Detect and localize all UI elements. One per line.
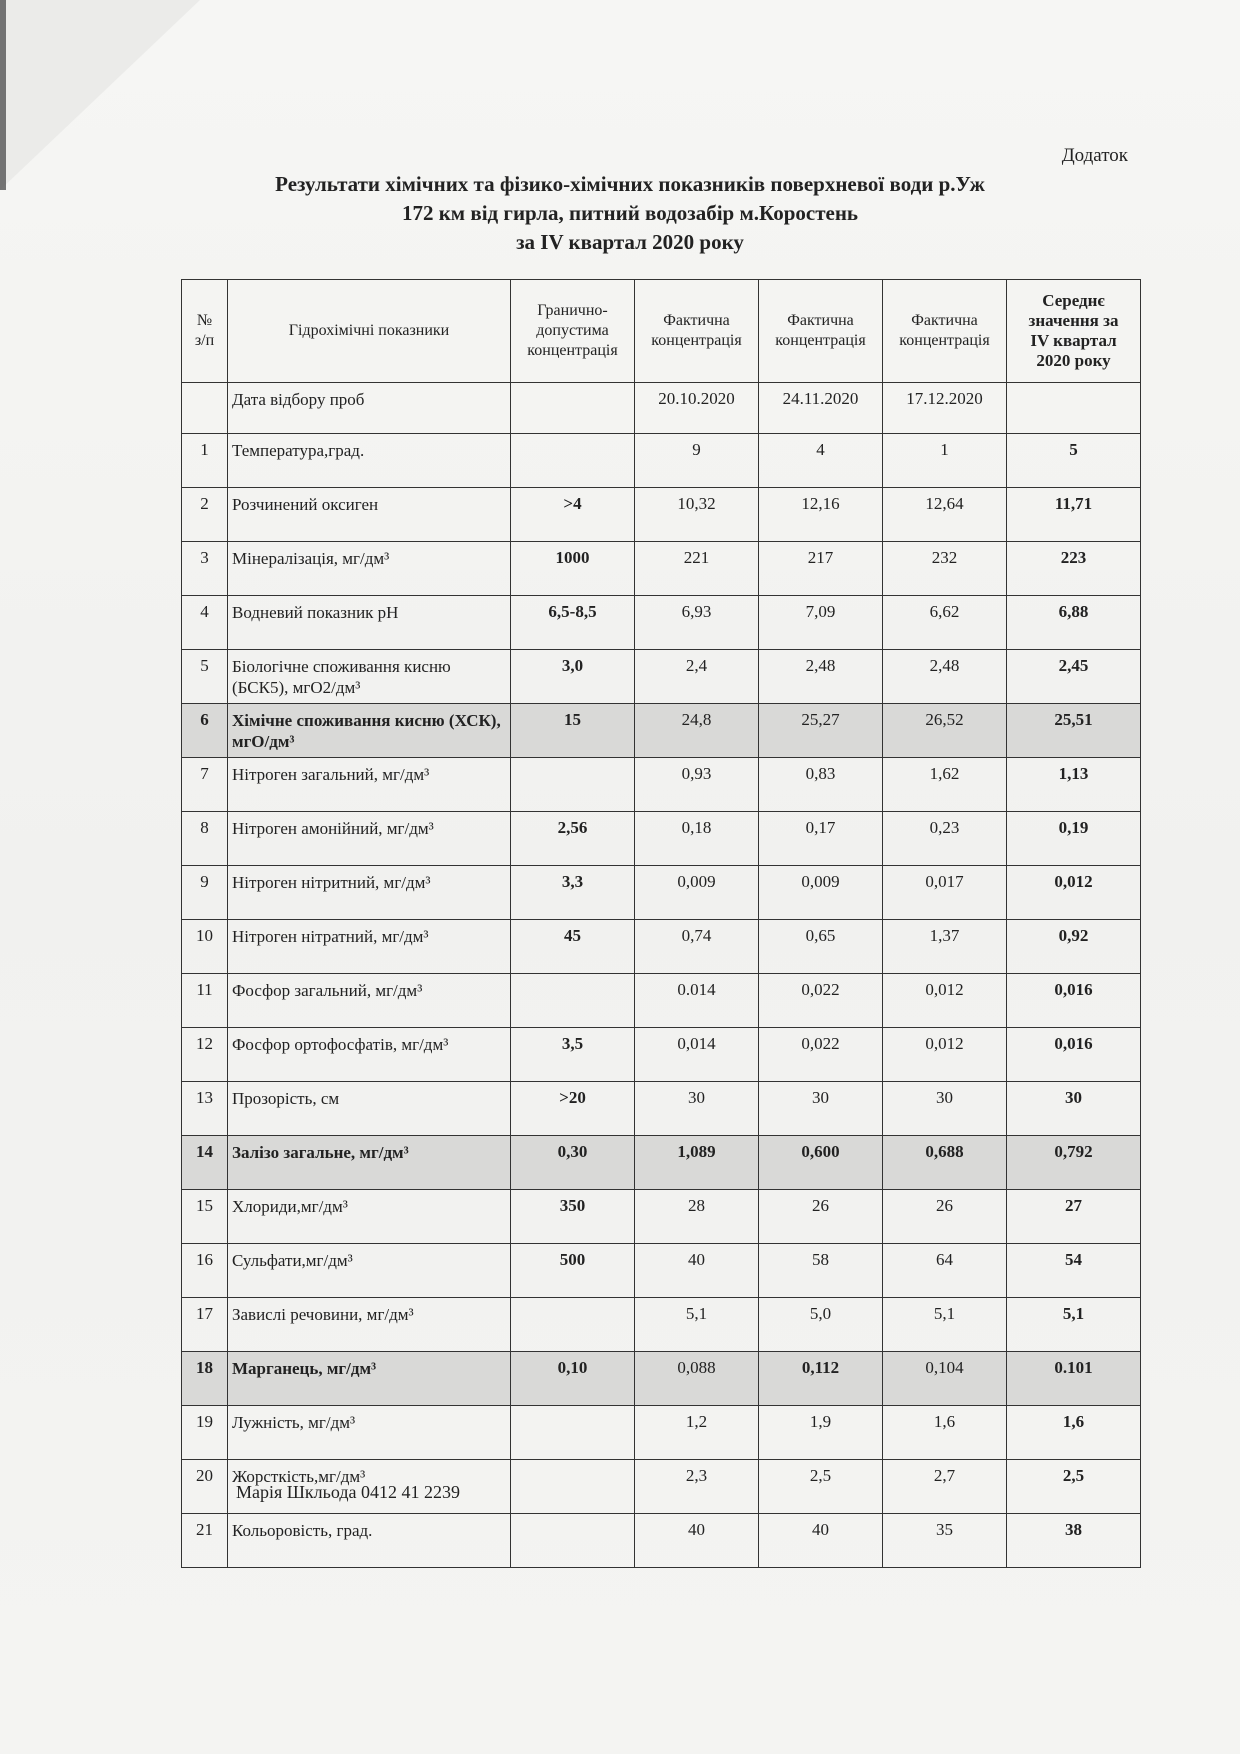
row-number: 19 [182,1406,228,1460]
table-row [182,1406,1141,1460]
limit-value [511,1298,635,1352]
actual-value-2: 0,022 [759,974,883,1028]
actual-value-3: 26,52 [883,704,1007,758]
indicator-name: Кольоровість, град. [228,1514,511,1568]
average-value: 1,6 [1007,1406,1141,1460]
actual-value-3: 1,62 [883,758,1007,812]
table-row [182,1352,1141,1406]
dates-label: Дата відбору проб [228,383,511,434]
actual-value-2: 26 [759,1190,883,1244]
indicator-name: Хлориди,мг/дм³ [228,1190,511,1244]
indicator-name: Сульфати,мг/дм³ [228,1244,511,1298]
actual-value-3: 2,48 [883,650,1007,704]
folded-corner [0,0,200,190]
title-line-3: за IV квартал 2020 року [516,230,744,254]
table-row [182,920,1141,974]
row-number: 7 [182,758,228,812]
actual-value-3: 35 [883,1514,1007,1568]
table-row [182,1298,1141,1352]
row-number: 3 [182,542,228,596]
row-number: 8 [182,812,228,866]
limit-value [511,1460,635,1514]
row-number: 18 [182,1352,228,1406]
table-row [182,974,1141,1028]
actual-value-1: 28 [635,1190,759,1244]
actual-value-2: 217 [759,542,883,596]
header-average: Середнє значення за IV квартал 2020 року [1007,280,1141,383]
title-line-1: Результати хімічних та фізико-хімічних показників поверхневої води р.Уж [275,172,985,196]
row-number: 13 [182,1082,228,1136]
limit-value [511,434,635,488]
actual-value-3: 0,104 [883,1352,1007,1406]
actual-value-1: 0,088 [635,1352,759,1406]
title-line-2: 172 км від гирла, питний водозабір м.Коростень [401,201,859,225]
actual-value-3: 0,017 [883,866,1007,920]
actual-value-3: 1 [883,434,1007,488]
limit-value: >4 [511,488,635,542]
average-value: 0,012 [1007,866,1141,920]
indicator-name: Нітроген нітратний, мг/дм³ [228,920,511,974]
actual-value-3: 30 [883,1082,1007,1136]
table-row [182,596,1141,650]
actual-value-1: 2,4 [635,650,759,704]
limit-value [511,974,635,1028]
limit-value: 3,3 [511,866,635,920]
limit-value: 6,5-8,5 [511,596,635,650]
average-value: 5 [1007,434,1141,488]
indicator-name: Лужність, мг/дм³ [228,1406,511,1460]
limit-value: >20 [511,1082,635,1136]
actual-value-2: 2,48 [759,650,883,704]
average-value: 0,19 [1007,812,1141,866]
actual-value-1: 2,3 [635,1460,759,1514]
sample-date-2: 24.11.2020 [759,383,883,434]
actual-value-1: 24,8 [635,704,759,758]
average-value: 30 [1007,1082,1141,1136]
limit-value: 3,0 [511,650,635,704]
average-value: 0,792 [1007,1136,1141,1190]
actual-value-3: 1,6 [883,1406,1007,1460]
table-row [182,1244,1141,1298]
actual-value-1: 1,2 [635,1406,759,1460]
average-value: 2,5 [1007,1460,1141,1514]
row-number: 14 [182,1136,228,1190]
actual-value-2: 12,16 [759,488,883,542]
average-value: 2,45 [1007,650,1141,704]
scan-edge [0,0,6,190]
limit-value: 45 [511,920,635,974]
indicator-name: Водневий показник pH [228,596,511,650]
average-value: 0.101 [1007,1352,1141,1406]
actual-value-2: 0,83 [759,758,883,812]
actual-value-3: 0,012 [883,1028,1007,1082]
actual-value-2: 0,17 [759,812,883,866]
average-value: 27 [1007,1190,1141,1244]
row-number: 1 [182,434,228,488]
limit-value: 3,5 [511,1028,635,1082]
table-row [182,650,1141,704]
actual-value-2: 5,0 [759,1298,883,1352]
limit-value: 0,30 [511,1136,635,1190]
header-number: № з/п [182,280,228,383]
limit-value: 0,10 [511,1352,635,1406]
average-value: 0,016 [1007,1028,1141,1082]
row-number: 9 [182,866,228,920]
indicator-name: Фосфор ортофосфатів, мг/дм³ [228,1028,511,1082]
actual-value-2: 30 [759,1082,883,1136]
average-value: 0,016 [1007,974,1141,1028]
header-limit: Гранично- допустима концентрація [511,280,635,383]
actual-value-1: 0,18 [635,812,759,866]
results-table [181,279,1141,1568]
indicator-name: Завислі речовини, мг/дм³ [228,1298,511,1352]
row-number: 21 [182,1514,228,1568]
row-number: 12 [182,1028,228,1082]
actual-value-1: 30 [635,1082,759,1136]
average-value: 1,13 [1007,758,1141,812]
row-number: 20 [182,1460,228,1514]
header-actual-1: Фактична концентрація [635,280,759,383]
actual-value-2: 1,9 [759,1406,883,1460]
row-number: 15 [182,1190,228,1244]
actual-value-1: 0,74 [635,920,759,974]
actual-value-1: 0,93 [635,758,759,812]
limit-value: 350 [511,1190,635,1244]
actual-value-1: 0,014 [635,1028,759,1082]
actual-value-2: 58 [759,1244,883,1298]
indicator-name: Біологічне споживання кисню (БСК5), мгО2/дм³ [228,650,511,704]
row-number: 6 [182,704,228,758]
actual-value-1: 0,009 [635,866,759,920]
indicator-name: Хімічне споживання кисню (ХСК), мгО/дм³ [228,704,511,758]
table-row [182,1514,1141,1568]
actual-value-3: 26 [883,1190,1007,1244]
indicator-name: Нітроген амонійний, мг/дм³ [228,812,511,866]
header-indicator: Гідрохімічні показники [228,280,511,383]
table-row [182,1082,1141,1136]
actual-value-3: 6,62 [883,596,1007,650]
average-value: 11,71 [1007,488,1141,542]
row-number: 5 [182,650,228,704]
average-value: 5,1 [1007,1298,1141,1352]
table-row [182,1136,1141,1190]
table-row [182,488,1141,542]
indicator-name: Марганець, мг/дм³ [228,1352,511,1406]
row-number: 17 [182,1298,228,1352]
limit-value: 2,56 [511,812,635,866]
indicator-name: Жорсткість,мг/дм³ [228,1460,511,1514]
actual-value-3: 0,012 [883,974,1007,1028]
limit-value [511,1406,635,1460]
header-actual-2: Фактична концентрація [759,280,883,383]
actual-value-3: 232 [883,542,1007,596]
actual-value-1: 6,93 [635,596,759,650]
sample-date-1: 20.10.2020 [635,383,759,434]
table-row [182,704,1141,758]
average-value: 25,51 [1007,704,1141,758]
actual-value-1: 40 [635,1514,759,1568]
indicator-name: Температура,град. [228,434,511,488]
actual-value-3: 5,1 [883,1298,1007,1352]
actual-value-1: 221 [635,542,759,596]
actual-value-2: 25,27 [759,704,883,758]
table-row [182,1028,1141,1082]
average-value: 6,88 [1007,596,1141,650]
table-row [182,1190,1141,1244]
sample-date-3: 17.12.2020 [883,383,1007,434]
average-value: 223 [1007,542,1141,596]
actual-value-2: 2,5 [759,1460,883,1514]
row-number: 11 [182,974,228,1028]
actual-value-1: 5,1 [635,1298,759,1352]
table-row [182,866,1141,920]
limit-value: 1000 [511,542,635,596]
actual-value-3: 0,23 [883,812,1007,866]
row-number: 4 [182,596,228,650]
actual-value-3: 0,688 [883,1136,1007,1190]
signature-contact: Марія Шкльода 0412 41 2239 [236,1482,460,1502]
average-value: 54 [1007,1244,1141,1298]
row-number: 10 [182,920,228,974]
indicator-name: Залізо загальне, мг/дм³ [228,1136,511,1190]
table-row [182,812,1141,866]
table-header-row [182,280,1141,383]
table-row [182,542,1141,596]
actual-value-1: 40 [635,1244,759,1298]
sampling-dates-row [182,383,1141,434]
average-value: 38 [1007,1514,1141,1568]
actual-value-2: 0,65 [759,920,883,974]
actual-value-3: 12,64 [883,488,1007,542]
limit-value: 15 [511,704,635,758]
indicator-name: Мінералізація, мг/дм³ [228,542,511,596]
actual-value-1: 1,089 [635,1136,759,1190]
indicator-name: Фосфор загальний, мг/дм³ [228,974,511,1028]
table-row [182,758,1141,812]
row-number: 2 [182,488,228,542]
header-actual-3: Фактична концентрація [883,280,1007,383]
actual-value-2: 0,600 [759,1136,883,1190]
indicator-name: Нітроген загальний, мг/дм³ [228,758,511,812]
actual-value-2: 7,09 [759,596,883,650]
row-number: 16 [182,1244,228,1298]
actual-value-3: 2,7 [883,1460,1007,1514]
limit-value [511,1514,635,1568]
actual-value-2: 4 [759,434,883,488]
table-row [182,434,1141,488]
actual-value-2: 0,022 [759,1028,883,1082]
indicator-name: Нітроген нітритний, мг/дм³ [228,866,511,920]
actual-value-1: 0.014 [635,974,759,1028]
addendum-label: Додаток [1061,145,1128,166]
indicator-name: Прозорість, см [228,1082,511,1136]
average-value: 0,92 [1007,920,1141,974]
dates-number-cell [182,383,228,434]
actual-value-2: 0,009 [759,866,883,920]
actual-value-3: 64 [883,1244,1007,1298]
limit-value: 500 [511,1244,635,1298]
actual-value-1: 10,32 [635,488,759,542]
actual-value-2: 40 [759,1514,883,1568]
actual-value-2: 0,112 [759,1352,883,1406]
indicator-name: Розчинений оксиген [228,488,511,542]
dates-limit-cell [511,383,635,434]
limit-value [511,758,635,812]
document-title [180,170,1080,257]
dates-average-cell [1007,383,1141,434]
actual-value-3: 1,37 [883,920,1007,974]
actual-value-1: 9 [635,434,759,488]
